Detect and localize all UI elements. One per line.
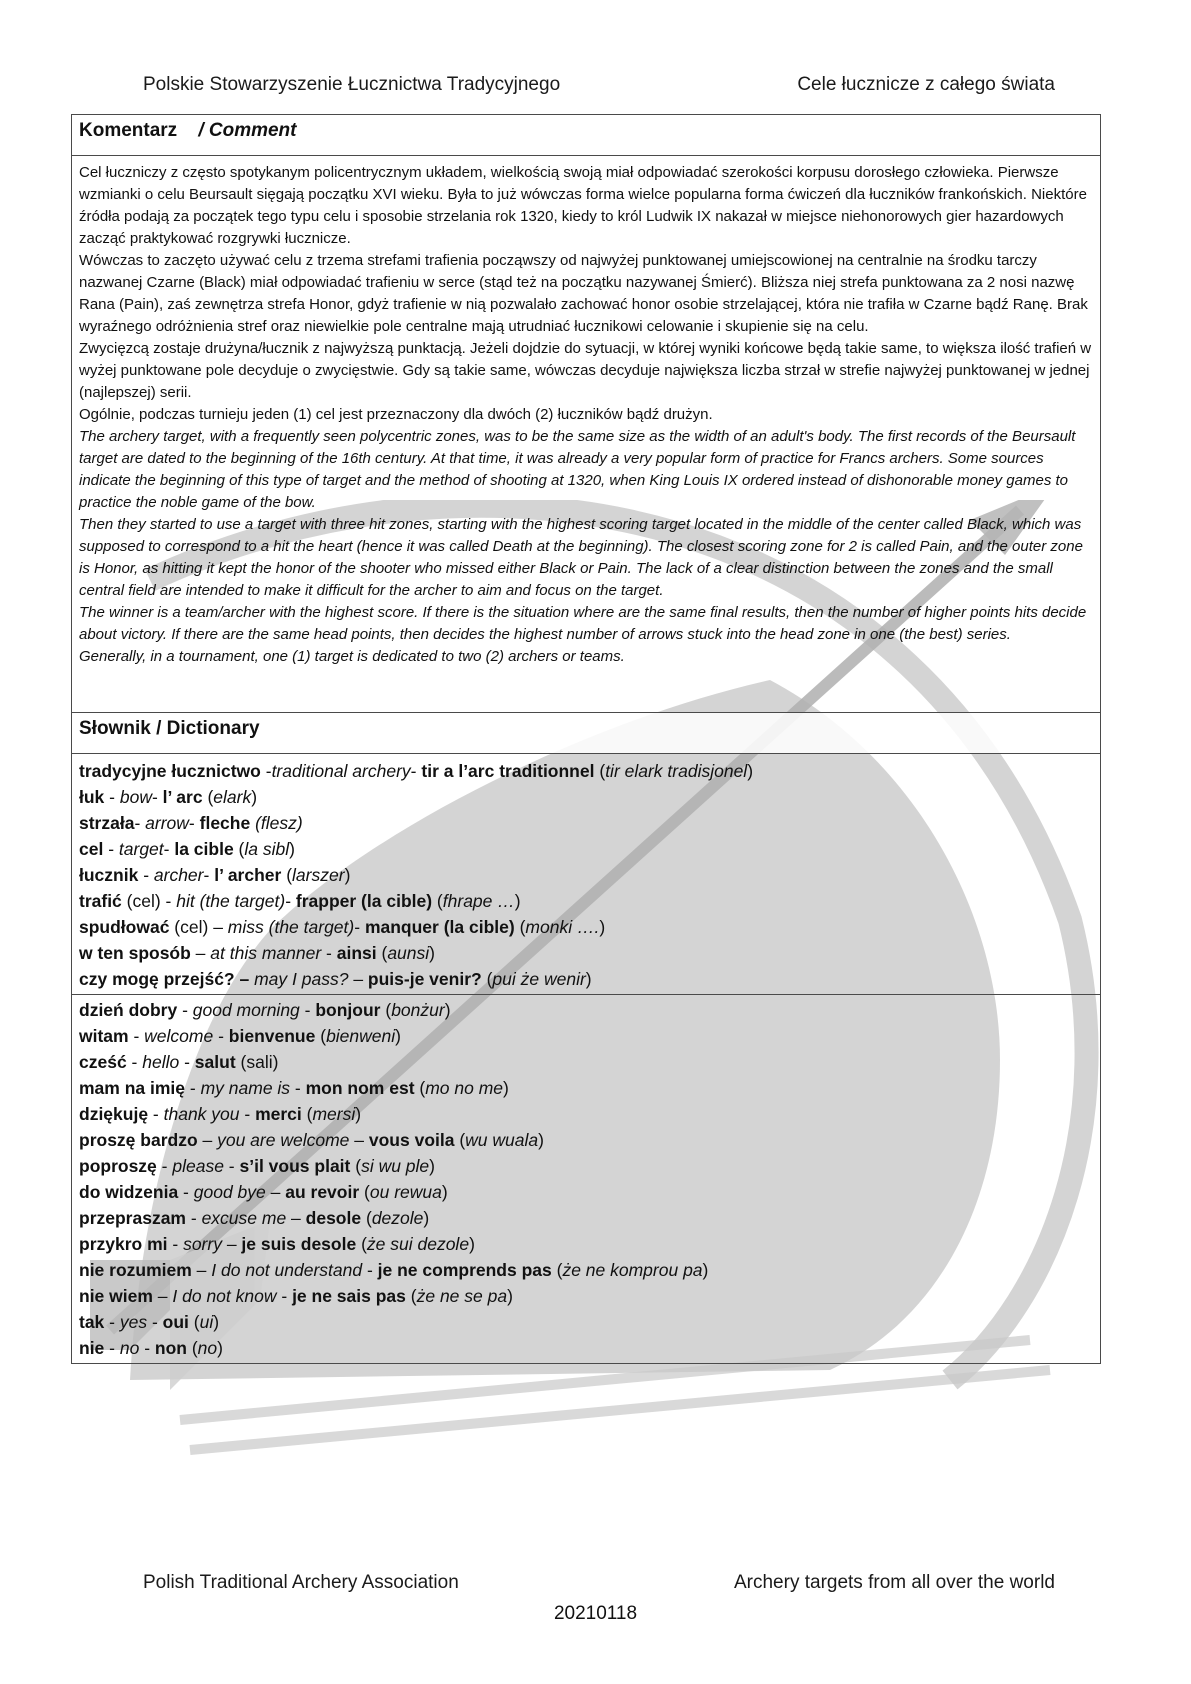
term-polish: cel	[79, 839, 104, 859]
term-polish: proszę bardzo	[79, 1130, 198, 1150]
term-french: merci	[255, 1104, 302, 1124]
separator: (	[551, 1260, 563, 1280]
separator: (sali)	[235, 1052, 279, 1072]
separator: (	[481, 969, 493, 989]
term-english: miss (the target)	[227, 917, 355, 937]
term-french: bienvenue	[228, 1026, 316, 1046]
separator: )	[251, 787, 258, 807]
term-polish: dzień dobry	[79, 1000, 178, 1020]
separator: -	[179, 1052, 195, 1072]
term-french: je ne sais pas	[292, 1286, 406, 1306]
term-polish: do widzenia	[79, 1182, 179, 1202]
separator: –	[191, 1260, 212, 1280]
term-french: oui	[162, 1312, 189, 1332]
separator: )	[395, 1026, 401, 1046]
term-french: salut	[194, 1052, 236, 1072]
separator: –	[349, 1130, 369, 1150]
dictionary-entry	[79, 1023, 1093, 1049]
term-french: fleche	[199, 813, 251, 833]
dictionary-entry	[79, 1179, 1093, 1205]
separator: -	[138, 865, 154, 885]
dictionary-group-archery	[79, 758, 1093, 994]
separator: -	[104, 1338, 120, 1358]
term-polish: spudłować	[79, 917, 170, 937]
term-polish: mam na imię	[79, 1078, 186, 1098]
term-pronunciation: larszer	[292, 865, 345, 885]
separator: –	[221, 1234, 242, 1254]
dictionary-title: Słownik / Dictionary	[79, 718, 260, 739]
separator: -	[213, 1026, 229, 1046]
term-english: archer	[153, 865, 204, 885]
separator: (	[315, 1026, 327, 1046]
dictionary-section-header	[71, 712, 1101, 754]
separator: (cel) -	[121, 891, 177, 911]
separator: -	[104, 787, 120, 807]
separator: (	[376, 943, 388, 963]
term-french: ainsi	[336, 943, 377, 963]
term-english: may I pass?	[254, 969, 349, 989]
separator: )	[585, 969, 592, 989]
separator: -	[148, 1104, 164, 1124]
separator: )	[213, 1312, 220, 1332]
dictionary-entry	[79, 1153, 1093, 1179]
separator: )	[747, 761, 754, 781]
separator: (	[432, 891, 443, 911]
term-pronunciation: że ne komprou pa	[562, 1260, 703, 1280]
separator: )	[503, 1078, 509, 1098]
separator: )	[444, 1000, 451, 1020]
separator: )	[289, 839, 295, 859]
separator: -	[223, 1156, 240, 1176]
term-english: traditional archery	[271, 761, 411, 781]
term-pronunciation: ui	[199, 1312, 214, 1332]
dictionary-group-phrases	[72, 994, 1100, 1363]
header-document-title: Cele łucznicze z całego świata	[797, 74, 1055, 95]
footer-date: 20210118	[553, 1603, 638, 1624]
term-french: non	[154, 1338, 187, 1358]
separator: -	[104, 1312, 120, 1332]
term-french: frapper (la cible)	[295, 891, 433, 911]
term-polish: witam	[79, 1026, 129, 1046]
dictionary-entry	[79, 758, 1093, 784]
separator: –	[348, 969, 368, 989]
separator: -	[185, 1078, 201, 1098]
dictionary-entry	[79, 784, 1093, 810]
separator: -	[156, 1156, 173, 1176]
separator: -	[103, 839, 119, 859]
term-polish: w ten sposób	[79, 943, 191, 963]
header-organization: Polskie Stowarzyszenie Łucznictwa Tradycyjnego	[143, 74, 561, 95]
term-english: I do not know	[172, 1286, 277, 1306]
term-polish: łucznik	[79, 865, 139, 885]
separator: -	[128, 1026, 145, 1046]
term-pronunciation: fhrape …	[442, 891, 515, 911]
separator: -	[186, 1208, 202, 1228]
dictionary-entry	[79, 1075, 1093, 1101]
separator: -	[139, 1338, 155, 1358]
term-pronunciation: monki ….	[525, 917, 600, 937]
term-english: good bye	[193, 1182, 266, 1202]
term-pronunciation: (flesz)	[255, 813, 303, 833]
separator: (	[188, 1312, 200, 1332]
dictionary-entry	[79, 1257, 1093, 1283]
separator: –	[265, 1182, 286, 1202]
page-header	[143, 74, 1055, 98]
term-pronunciation: no	[197, 1338, 218, 1358]
separator: (	[405, 1286, 417, 1306]
term-pronunciation: dezole	[371, 1208, 424, 1228]
separator: )	[423, 1208, 430, 1228]
separator: -	[285, 891, 296, 911]
term-pronunciation: aunsi	[387, 943, 430, 963]
term-pronunciation: la sibl	[244, 839, 290, 859]
term-pronunciation: bienweni	[326, 1026, 396, 1046]
comment-body	[71, 156, 1101, 712]
separator: -	[167, 1234, 184, 1254]
comment-paragraph-en: The winner is a team/archer with the highest score. If there is the situation where are the same final results, then the number of higher points hits decide about victory. If there are the same head points, then decides the highest number of arrows stuck into the head zone in one (the best) series.	[79, 604, 1087, 643]
separator: (	[233, 839, 245, 859]
separator: (	[594, 761, 606, 781]
separator: -	[239, 1104, 256, 1124]
term-pronunciation: ou rewua	[369, 1182, 442, 1202]
separator: )	[217, 1338, 223, 1358]
separator: -	[163, 839, 175, 859]
separator: –	[190, 943, 211, 963]
separator: –	[197, 1130, 218, 1150]
term-pronunciation: mersi	[312, 1104, 356, 1124]
term-pronunciation: że sui dezole	[366, 1234, 470, 1254]
term-english: please	[172, 1156, 224, 1176]
term-english: yes	[119, 1312, 148, 1332]
dictionary-entry	[79, 836, 1093, 862]
term-english: no	[119, 1338, 140, 1358]
dictionary-entry	[79, 1283, 1093, 1309]
separator: -	[354, 917, 365, 937]
comment-paragraph-en: The archery target, with a frequently seen polycentric zones, was to be the same size as the width of an adult's body. The first records of the Beursault target are dated to the beginning of the 16th century. At that time, it was already a very popular form of practice for Francs archers. Some sources indicate the beginning of this type of target and the method of shooting at 1320, when King Louis IX ordered instead of dishonorable money games to practice the noble game of the bow.	[79, 428, 1076, 511]
term-english: good morning	[192, 1000, 300, 1020]
term-polish: tradycyjne łucznictwo	[79, 761, 261, 781]
page-footer	[143, 1572, 1055, 1596]
term-polish: cześć	[79, 1052, 127, 1072]
separator: -	[321, 943, 337, 963]
comment-title-en: / Comment	[198, 120, 297, 141]
separator: (	[356, 1234, 367, 1254]
separator: -	[178, 1182, 194, 1202]
dictionary-entry	[79, 1335, 1093, 1361]
separator: (cel) –	[169, 917, 228, 937]
dictionary-entry	[79, 1049, 1093, 1075]
separator: (	[186, 1338, 198, 1358]
separator: –	[286, 1208, 306, 1228]
separator: )	[514, 891, 521, 911]
dictionary-entry	[79, 1101, 1093, 1127]
term-polish: tak	[79, 1312, 105, 1332]
comment-title-pl: Komentarz	[79, 120, 178, 141]
term-polish: nie	[79, 1338, 105, 1358]
separator: )	[441, 1182, 448, 1202]
term-pronunciation: wu wuala	[465, 1130, 539, 1150]
term-pronunciation: pui że wenir	[492, 969, 586, 989]
term-pronunciation: że ne se pa	[416, 1286, 508, 1306]
separator: )	[538, 1130, 544, 1150]
term-english: sorry	[183, 1234, 222, 1254]
term-french: l’ arc	[162, 787, 203, 807]
term-english: thank you	[163, 1104, 240, 1124]
dictionary-entry	[79, 914, 1093, 940]
separator: )	[344, 865, 351, 885]
term-french: manquer (la cible)	[364, 917, 515, 937]
term-french: vous voila	[368, 1130, 455, 1150]
term-polish: nie rozumiem	[79, 1260, 192, 1280]
term-polish: strzała	[79, 813, 135, 833]
dictionary-entry	[79, 1231, 1093, 1257]
separator: )	[702, 1260, 709, 1280]
separator: (	[359, 1182, 370, 1202]
separator: (	[361, 1208, 372, 1228]
separator: (	[350, 1156, 362, 1176]
term-french: tir a l’arc traditionnel	[421, 761, 595, 781]
term-english: hello	[142, 1052, 180, 1072]
term-pronunciation: si wu ple	[361, 1156, 430, 1176]
separator: -	[177, 1000, 193, 1020]
term-english: I do not understand	[211, 1260, 363, 1280]
comment-paragraph-pl: Cel łuczniczy z często spotykanym policentrycznym układem, wielkością swoją miał odpowiadać szerokości korpusu dorosłego człowieka. Pierwsze wzmianki o celu Beursault sięgają początku XVI wieku. Była to już wówczas forma wielce popularna forma ćwiczeń dla łuczników frankońskich. Niektóre źródła podają za początek tego typu celu i sposobie strzelania rok 1320, kiedy to król Ludwik IX nakazał w miejsce niehonorowych gier hazardowych zacząć praktykować rozgrywki łucznicze.	[79, 164, 1087, 247]
separator: -	[260, 761, 272, 781]
separator: (	[454, 1130, 466, 1150]
separator: (	[281, 865, 293, 885]
term-english: at this manner	[210, 943, 322, 963]
comment-paragraph-pl: Zwycięzcą zostaje drużyna/łucznik z najwyższą punktacją. Jeżeli dojdzie do sytuacji, w której wyniki końcowe będą takie same, to większa ilość trafień w wyżej punktowane pole decyduje o zwycięstwie. Gdy są takie same, wówczas decyduje największa liczba strzał w strefie najwyżej punktowanej w jednej (najlepszej) serii.	[79, 340, 1092, 401]
dictionary-entry	[79, 862, 1093, 888]
footer-organization: Polish Traditional Archery Association	[143, 1572, 459, 1593]
comment-paragraph-en: Generally, in a tournament, one (1) target is dedicated to two (2) archers or teams.	[79, 648, 625, 665]
separator: -	[126, 1052, 143, 1072]
term-french: s’il vous plait	[239, 1156, 351, 1176]
term-french: bonjour	[315, 1000, 381, 1020]
separator: (	[301, 1104, 313, 1124]
term-pronunciation: elark	[213, 787, 252, 807]
term-polish: łuk	[79, 787, 105, 807]
dictionary-entry	[79, 966, 1093, 992]
term-polish: trafić	[79, 891, 122, 911]
term-french: puis-je venir?	[367, 969, 482, 989]
separator: )	[355, 1104, 362, 1124]
separator: -	[299, 1000, 316, 1020]
comment-paragraph-en: Then they started to use a target with three hit zones, starting with the highest scoring target located in the middle of the center called Black, which was supposed to correspond to a hit the heart (hence it was called Death at the beginning). The closest scoring zone for 2 is called Pain, and the outer zone is Honor, as hitting it kept the honor of the shooter who missed either Black or Pain. The lack of a clear distinction between the zones and the small central field are intended to make it difficult for the archer to aim and focus on the target.	[79, 516, 1083, 599]
separator: -	[151, 787, 163, 807]
term-english: hit (the target)	[176, 891, 286, 911]
term-english: welcome	[144, 1026, 214, 1046]
separator: (	[202, 787, 214, 807]
term-polish: przepraszam	[79, 1208, 186, 1228]
term-french: au revoir	[285, 1182, 360, 1202]
separator: (	[514, 917, 526, 937]
footer-document-title: Archery targets from all over the world	[733, 1572, 1055, 1593]
comment-paragraph-pl: Wówczas to zaczęto używać celu z trzema strefami trafienia począwszy od najwyżej punktowanej umiejscowionej na centralnie na środku tarczy nazwanej Czarne (Black) miał odpowiadać trafieniu w serce (stąd też na początku nazywanej Śmierć). Bliższa niej strefa punktowana za 2 nosi nazwę Rana (Pain), zaś zewnętrza strefa Honor, gdyż trafienie w nią pozwalało zachować honor osobie strzelającej, która nie trafiła w Czarne bądź Ranę. Brak wyraźnego odróżnienia stref oraz niewielkie pole centralne mają utrudniać łucznikowi celowanie i skupienie się na celu.	[79, 252, 1088, 335]
term-polish: czy mogę przejść? –	[79, 969, 250, 989]
term-polish: poproszę	[79, 1156, 157, 1176]
separator: -	[276, 1286, 293, 1306]
term-pronunciation: mo no me	[425, 1078, 504, 1098]
term-polish: nie wiem	[79, 1286, 153, 1306]
content-table	[71, 114, 1101, 1364]
dictionary-entry	[79, 888, 1093, 914]
separator: –	[152, 1286, 173, 1306]
term-english: arrow	[145, 813, 189, 833]
term-english: bow	[119, 787, 152, 807]
separator: -	[203, 865, 215, 885]
term-polish: dziękuję	[79, 1104, 149, 1124]
dictionary-entry	[79, 1205, 1093, 1231]
term-french: la cible	[174, 839, 234, 859]
dictionary-entry	[79, 997, 1093, 1023]
separator: )	[599, 917, 606, 937]
separator: )	[429, 943, 435, 963]
term-french: desole	[305, 1208, 362, 1228]
separator: -	[290, 1078, 306, 1098]
separator: -	[134, 813, 146, 833]
dictionary-entry	[79, 1127, 1093, 1153]
separator: -	[188, 813, 200, 833]
comment-section-header	[71, 114, 1101, 156]
term-english: you are welcome	[217, 1130, 350, 1150]
separator: -	[362, 1260, 378, 1280]
term-french: l’ archer	[214, 865, 282, 885]
separator: -	[410, 761, 422, 781]
dictionary-body	[71, 754, 1101, 1364]
term-french: je suis desole	[241, 1234, 357, 1254]
dictionary-entry	[79, 810, 1093, 836]
separator: )	[469, 1234, 475, 1254]
term-french: je ne comprends pas	[377, 1260, 552, 1280]
term-pronunciation: bonżur	[391, 1000, 445, 1020]
term-english: excuse me	[201, 1208, 287, 1228]
separator: (	[414, 1078, 426, 1098]
comment-paragraph-pl: Ogólnie, podczas turnieju jeden (1) cel jest przeznaczony dla dwóch (2) łuczników bądź drużyn.	[79, 406, 713, 423]
separator: (	[380, 1000, 392, 1020]
dictionary-entry	[79, 940, 1093, 966]
separator: )	[507, 1286, 513, 1306]
term-french: mon nom est	[305, 1078, 415, 1098]
dictionary-entry	[79, 1309, 1093, 1335]
term-english: my name is	[200, 1078, 291, 1098]
term-polish: przykro mi	[79, 1234, 168, 1254]
separator: -	[147, 1312, 163, 1332]
separator: )	[429, 1156, 435, 1176]
term-english: target	[118, 839, 164, 859]
term-pronunciation: tir elark tradisjonel	[605, 761, 748, 781]
